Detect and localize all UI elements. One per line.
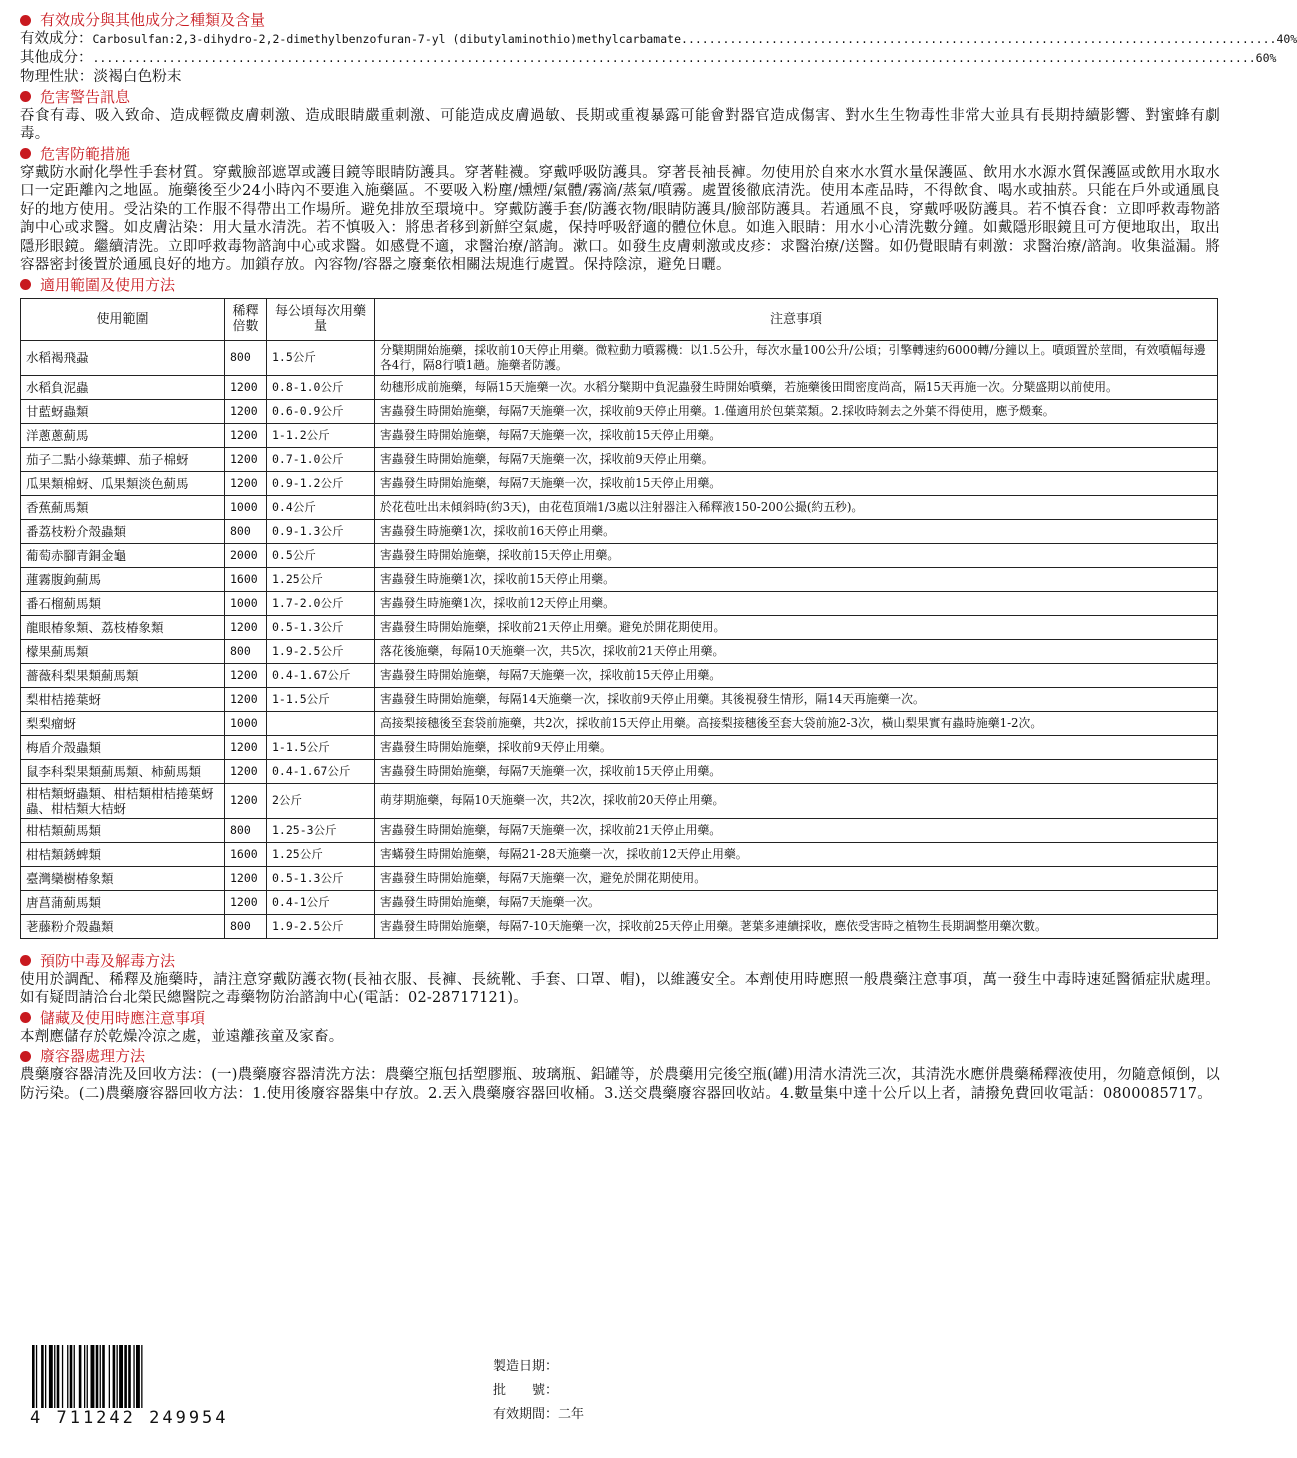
cell-dosage: 0.4-1.67公斤 (267, 759, 375, 783)
prevention-title: 危害防範措施 (40, 144, 131, 163)
cell-scope: 梨梨瘤蚜 (21, 711, 225, 735)
cell-notes: 害蟲發生時開始施藥，採收前15天停止用藥。 (375, 543, 1218, 567)
table-row (21, 735, 1218, 759)
table-row (21, 423, 1218, 447)
batch-number: 批 號： (493, 1383, 559, 1398)
table-row (21, 471, 1218, 495)
cell-scope: 臺灣欒樹椿象類 (21, 866, 225, 890)
table-row (21, 818, 1218, 842)
barcode-digits: 4 711242 249954 (30, 1408, 229, 1428)
cell-dilution: 1200 (225, 735, 267, 759)
cell-dilution: 1200 (225, 866, 267, 890)
bullet-icon (20, 148, 31, 159)
cell-dilution: 1200 (225, 663, 267, 687)
cell-notes: 高接梨接穗後至套袋前施藥，共2次，採收前15天停止用藥。高接梨接穗後至套大袋前施2-3次，橫山梨果實有蟲時施藥1-2次。 (375, 711, 1218, 735)
table-row (21, 783, 1218, 818)
cell-dosage: 0.4公斤 (267, 495, 375, 519)
cell-notes: 害蟲發生時開始施藥，採收前9天停止用藥。 (375, 735, 1218, 759)
header-dilution: 稀釋倍數 (225, 298, 267, 340)
table-row (21, 495, 1218, 519)
cell-scope: 柑桔類蚜蟲類、柑桔類柑桔捲葉蚜蟲、柑桔類大桔蚜 (21, 783, 225, 818)
cell-notes: 害蟲發生時開始施藥，每隔7天施藥一次，採收前15天停止用藥。 (375, 663, 1218, 687)
cell-scope: 水稻負泥蟲 (21, 375, 225, 399)
cell-notes: 幼穗形成前施藥，每隔15天施藥一次。水稻分櫱期中負泥蟲發生時開始噴藥，若施藥後田間密度尚高，隔15天再施一次。分櫱盛期以前使用。 (375, 375, 1218, 399)
cell-scope: 番荔枝粉介殼蟲類 (21, 519, 225, 543)
cell-scope: 蓮霧腹鉤薊馬 (21, 567, 225, 591)
cell-scope: 薔薇科梨果類薊馬類 (21, 663, 225, 687)
table-row (21, 687, 1218, 711)
cell-dosage: 1.7-2.0公斤 (267, 591, 375, 615)
table-row (21, 914, 1218, 938)
poison-text: 使用於調配、稀釋及施藥時，請注意穿戴防護衣物(長袖衣服、長褲、長統靴、手套、口罩、帽)，以維護安全。本劑使用時應照一般農藥注意事項，萬一發生中毒時速延醫循症狀處理。如有疑問請洽台北榮民總醫院之毒藥物防治諮詢中心(電話：02-28717121)。 (20, 971, 1220, 1006)
storage-heading (20, 1008, 1220, 1028)
cell-dilution: 1200 (225, 399, 267, 423)
usage-title: 適用範圍及使用方法 (40, 275, 176, 294)
table-row (21, 519, 1218, 543)
cell-dosage: 0.7-1.0公斤 (267, 447, 375, 471)
cell-scope: 水稻褐飛蝨 (21, 340, 225, 375)
cell-scope: 柑桔類薊馬類 (21, 818, 225, 842)
hazard-heading (20, 87, 1220, 107)
cell-scope: 鼠李科梨果類薊馬類、柿薊馬類 (21, 759, 225, 783)
cell-dilution: 1200 (225, 759, 267, 783)
storage-text: 本劑應儲存於乾燥冷涼之處，並遠離孩童及家畜。 (20, 1028, 344, 1045)
bullet-icon (20, 1012, 31, 1023)
prevention-heading (20, 144, 1220, 164)
table-row (21, 615, 1218, 639)
cell-dilution: 1000 (225, 591, 267, 615)
table-row (21, 842, 1218, 866)
cell-scope: 甘藍蚜蟲類 (21, 399, 225, 423)
cell-dilution: 1200 (225, 687, 267, 711)
header-notes: 注意事項 (375, 298, 1218, 340)
active-label: 有效成分： (20, 31, 93, 47)
cell-dosage: 1.9-2.5公斤 (267, 639, 375, 663)
table-row (21, 543, 1218, 567)
table-row (21, 890, 1218, 914)
cell-dilution: 1200 (225, 783, 267, 818)
bullet-icon (20, 15, 31, 26)
physical-property: 物理性狀：淡褐白色粉末 (20, 69, 182, 85)
cell-dosage: 1-1.5公斤 (267, 735, 375, 759)
cell-notes: 於花苞吐出未傾斜時(約3天)，由花苞頂端1/3處以注射器注入稀釋液150-200公撮(約五秒)。 (375, 495, 1218, 519)
cell-notes: 分櫱期開始施藥，採收前10天停止用藥。微粒動力噴霧機：以1.5公升，每次水量100公升/公頃；引擎轉速約6000轉/分鐘以上。噴頭置於莖間，有效噴幅每邊各4行，隔8行噴1趟。施藥者防護。 (375, 340, 1218, 375)
disposal-heading (20, 1046, 1220, 1066)
cell-dosage: 1.25公斤 (267, 842, 375, 866)
manufacture-date: 製造日期： (493, 1359, 559, 1374)
other-label: 其他成分： (20, 50, 93, 66)
cell-dosage: 0.9-1.2公斤 (267, 471, 375, 495)
table-row (21, 639, 1218, 663)
active-percent: 40% (1276, 32, 1297, 46)
prevention-text: 穿戴防水耐化學性手套材質。穿戴臉部遮罩或護目鏡等眼睛防護具。穿著鞋襪。穿戴呼吸防護具。穿著長袖長褲。勿使用於自來水水質水量保護區、飲用水水源水質保護區或飲用水取水口一定距離內之地區。施藥後至少24小時內不要進入施藥區。不要吸入粉塵/燻煙/氣體/霧滴/蒸氣/噴霧。處置後徹底清洗。使用本產品時，不得飲食、喝水或抽菸。只能在戶外或通風良好的地方使用。受沾染的工作服不得帶出工作場所。避免排放至環境中。穿戴防護手套/防護衣物/眼睛防護具/臉部防護具。若通風不良，穿戴呼吸防護具。若不慎吞食：立即呼救毒物諮詢中心或求醫。如皮膚沾染：用大量水清洗。若不慎吸入：將患者移到新鮮空氣處，保持呼吸舒適的體位休息。如進入眼睛：用水小心清洗數分鐘。如戴隱形眼鏡且可方便地取出，取出隱形眼鏡。繼續清洗。立即呼救毒物諮詢中心或求醫。如感覺不適，求醫治療/諮詢。漱口。如發生皮膚刺激或皮疹：求醫治療/送醫。如仍覺眼睛有刺激：求醫治療/諮詢。收集溢漏。將容器密封後置於通風良好的地方。加鎖存放。內容物/容器之廢棄依相關法規進行處置。保持陰涼，避免日曬。 (20, 164, 1220, 273)
cell-dilution: 800 (225, 340, 267, 375)
cell-dosage: 1.25公斤 (267, 567, 375, 591)
cell-dosage: 0.6-0.9公斤 (267, 399, 375, 423)
header-dosage: 每公頃每次用藥量 (267, 298, 375, 340)
cell-dilution: 800 (225, 519, 267, 543)
cell-dosage: 0.5-1.3公斤 (267, 615, 375, 639)
label-page (20, 10, 1297, 1103)
cell-scope: 瓜果類棉蚜、瓜果類淡色薊馬 (21, 471, 225, 495)
poison-heading (20, 951, 1220, 971)
table-row (21, 340, 1218, 375)
storage-title: 儲藏及使用時應注意事項 (40, 1008, 206, 1027)
cell-notes: 害蟲發生時開始施藥，每隔7-10天施藥一次，採收前25天停止用藥。荖葉多連續採收，應依受害時之植物生長期調整用藥次數。 (375, 914, 1218, 938)
cell-notes: 落花後施藥，每隔10天施藥一次，共5次，採收前21天停止用藥。 (375, 639, 1218, 663)
cell-notes: 害蟲發生時施藥1次，採收前12天停止用藥。 (375, 591, 1218, 615)
cell-scope: 檬果薊馬類 (21, 639, 225, 663)
table-row (21, 759, 1218, 783)
cell-notes: 害蟲發生時施藥1次，採收前16天停止用藥。 (375, 519, 1218, 543)
cell-notes: 害蟲發生時開始施藥，每隔7天施藥一次，採收前9天停止用藥。1.僅適用於包葉菜類。2.採收時剝去之外葉不得使用，應予燬棄。 (375, 399, 1218, 423)
expiry-period: 有效期間：二年 (493, 1407, 585, 1422)
cell-scope: 茄子二點小綠葉蟬、茄子棉蚜 (21, 447, 225, 471)
cell-notes: 害蟲發生時開始施藥，每隔7天施藥一次，避免於開花期使用。 (375, 866, 1218, 890)
usage-heading (20, 275, 1220, 295)
table-row (21, 567, 1218, 591)
active-value: Carbosulfan:2,3-dihydro-2,2-dimethylbenzofuran-7-yl (dibutylaminothio)methylcarbamate...................................................................................... (92, 32, 1277, 46)
cell-notes: 萌芽期施藥，每隔10天施藥一次，共2次，採收前20天停止用藥。 (375, 783, 1218, 818)
cell-dosage: 0.9-1.3公斤 (267, 519, 375, 543)
cell-dilution: 1200 (225, 471, 267, 495)
table-row (21, 591, 1218, 615)
hazard-title: 危害警告訊息 (40, 87, 131, 106)
cell-dosage: 0.4-1.67公斤 (267, 663, 375, 687)
cell-dilution: 800 (225, 639, 267, 663)
table-row (21, 447, 1218, 471)
usage-table-body (21, 340, 1218, 938)
cell-notes: 害蟲發生時開始施藥，每隔7天施藥一次，採收前15天停止用藥。 (375, 759, 1218, 783)
cell-scope: 洋蔥蔥薊馬 (21, 423, 225, 447)
disposal-title: 廢容器處理方法 (40, 1047, 146, 1065)
composition-title: 有效成分與其他成分之種類及含量 (40, 11, 266, 29)
cell-dilution: 1200 (225, 423, 267, 447)
cell-dilution: 1000 (225, 711, 267, 735)
cell-notes: 害蟲發生時開始施藥，每隔7天施藥一次，採收前15天停止用藥。 (375, 423, 1218, 447)
cell-scope: 梅盾介殼蟲類 (21, 735, 225, 759)
other-dots: ........................................................................................................................................................................ (92, 51, 1256, 65)
cell-dilution: 1000 (225, 495, 267, 519)
cell-dilution: 1200 (225, 447, 267, 471)
cell-notes: 害蟲發生時開始施藥，每隔7天施藥一次，採收前21天停止用藥。 (375, 818, 1218, 842)
usage-table (20, 298, 1218, 939)
hazard-text: 吞食有毒、吸入致命、造成輕微皮膚刺激、造成眼睛嚴重刺激、可能造成皮膚過敏、長期或重複暴露可能會對器官造成傷害、對水生生物毒性非常大並具有長期持續影響、對蜜蜂有劇毒。 (20, 107, 1220, 142)
cell-scope: 香蕉薊馬類 (21, 495, 225, 519)
cell-notes: 害蟲發生時開始施藥，每隔14天施藥一次，採收前9天停止用藥。其後視發生情形，隔14天再施藥一次。 (375, 687, 1218, 711)
cell-dosage: 0.5-1.3公斤 (267, 866, 375, 890)
cell-dilution: 1600 (225, 567, 267, 591)
disposal-text: 農藥廢容器清洗及回收方法：(一)農藥廢容器清洗方法：農藥空瓶包括塑膠瓶、玻璃瓶、鋁罐等，於農藥用完後空瓶(罐)用清水清洗三次，其清洗水應併農藥稀釋液使用，勿隨意傾倒，以防污染。(二)農藥廢容器回收方法：1.使用後廢容器集中存放。2.丟入農藥廢容器回收桶。3.送交農藥廢容器回收站。4.數量集中達十公斤以上者，請撥免費回收電話：0800085717。 (20, 1067, 1220, 1102)
cell-scope: 番石榴薊馬類 (21, 591, 225, 615)
cell-dilution: 1200 (225, 890, 267, 914)
composition-heading (20, 10, 1220, 30)
cell-dosage: 1-1.2公斤 (267, 423, 375, 447)
cell-dosage: 0.5公斤 (267, 543, 375, 567)
bullet-icon (20, 91, 31, 102)
cell-dosage (267, 711, 375, 735)
cell-dosage: 1.25-3公斤 (267, 818, 375, 842)
cell-dilution: 1200 (225, 615, 267, 639)
cell-notes: 害蟲發生時開始施藥，每隔7天施藥一次，採收前15天停止用藥。 (375, 471, 1218, 495)
cell-scope: 唐菖蒲薊馬類 (21, 890, 225, 914)
bullet-icon (20, 279, 31, 290)
cell-dilution: 800 (225, 914, 267, 938)
cell-dilution: 800 (225, 818, 267, 842)
active-ingredient-row (20, 30, 1297, 49)
cell-dosage: 0.4-1公斤 (267, 890, 375, 914)
table-row (21, 711, 1218, 735)
cell-dilution: 1200 (225, 375, 267, 399)
cell-scope: 龍眼椿象類、荔枝椿象類 (21, 615, 225, 639)
cell-notes: 害蟲發生時開始施藥，採收前21天停止用藥。避免於開花期使用。 (375, 615, 1218, 639)
cell-dilution: 1600 (225, 842, 267, 866)
other-percent: 60% (1255, 51, 1277, 65)
cell-dosage: 2公斤 (267, 783, 375, 818)
cell-scope: 荖藤粉介殼蟲類 (21, 914, 225, 938)
table-row (21, 663, 1218, 687)
table-row (21, 866, 1218, 890)
cell-dosage: 1.9-2.5公斤 (267, 914, 375, 938)
cell-scope: 梨柑桔捲葉蚜 (21, 687, 225, 711)
poison-title: 預防中毒及解毒方法 (40, 951, 176, 970)
bullet-icon (20, 955, 31, 966)
header-scope: 使用範圍 (21, 298, 225, 340)
table-row (21, 399, 1218, 423)
cell-dosage: 0.8-1.0公斤 (267, 375, 375, 399)
cell-dosage: 1-1.5公斤 (267, 687, 375, 711)
cell-scope: 柑桔類銹蜱類 (21, 842, 225, 866)
product-info (493, 1355, 584, 1427)
cell-scope: 葡萄赤腳青銅金龜 (21, 543, 225, 567)
cell-dilution: 2000 (225, 543, 267, 567)
cell-notes: 害蟎發生時開始施藥，每隔21-28天施藥一次，採收前12天停止用藥。 (375, 842, 1218, 866)
cell-notes: 害蟲發生時開始施藥，每隔7天施藥一次。 (375, 890, 1218, 914)
cell-dosage: 1.5公斤 (267, 340, 375, 375)
bullet-icon (20, 1051, 31, 1062)
cell-notes: 害蟲發生時開始施藥，每隔7天施藥一次，採收前9天停止用藥。 (375, 447, 1218, 471)
cell-notes: 害蟲發生時施藥1次，採收前15天停止用藥。 (375, 567, 1218, 591)
other-ingredient-row (20, 49, 1277, 68)
table-row (21, 375, 1218, 399)
